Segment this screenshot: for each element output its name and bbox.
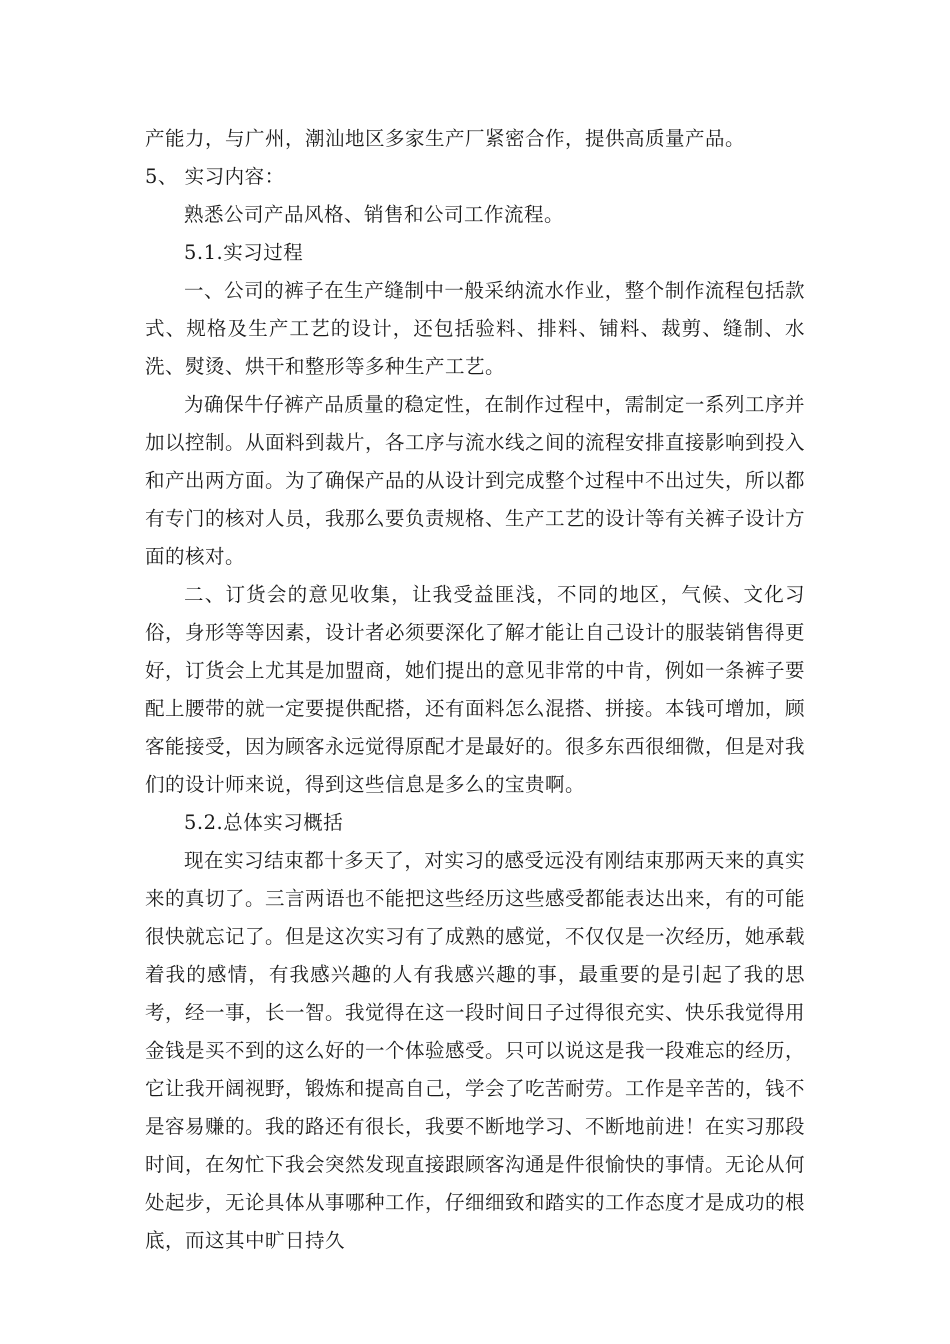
section-5-heading: 5、 实习内容：	[145, 165, 285, 188]
paragraph-summary: 现在实习结束都十多天了，对实习的感受远没有刚结束那两天来的真实来的真切了。三言两语也不能把这些经历这些感受都能表达出来，有的可能很快就忘记了。但是这次实习有了成熟的感觉，不仅仅是一次经历，她承载着我的感情，有我感兴趣的人有我感兴趣的事，最重要的是引起了我的思考，经一事，长一智。我觉得在这一段时间日子过得很充实、快乐我觉得用金钱是买不到的这么好的一个体验感受。只可以说这是我一段难忘的经历，它让我开阔视野，锻炼和提高自己，学会了吃苦耐劳。工作是辛苦的，钱不是容易赚的。我的路还有很长，我要不断地学习、不断地前进！在实习那段时间，在匆忙下我会突然发现直接跟顾客沟通是件很愉快的事情。无论从何处起步，无论具体从事哪种工作，仔细细致和踏实的工作态度才是成功的根底，而这其中旷日持久	[145, 849, 806, 1252]
section-5-1-heading: 5.1.实习过程	[184, 241, 304, 264]
paragraph-order-meeting: 二、订货会的意见收集，让我受益匪浅，不同的地区，气候、文化习俗，身形等等因素，设计者必须要深化了解才能让自己设计的服装销售得更好，订货会上尤其是加盟商，她们提出的意见非常的中肯，例如一条裤子要配上腰带的就一定要提供配搭，还有面料怎么混搭、拼接。本钱可增加，顾客能接受，因为顾客永远觉得原配才是最好的。很多东西很细微，但是对我们的设计师来说，得到这些信息是多么的宝贵啊。	[145, 583, 806, 796]
paragraph-internship-content: 熟悉公司产品风格、销售和公司工作流程。	[184, 203, 565, 226]
paragraph-quality-control: 为确保牛仔裤产品质量的稳定性，在制作过程中，需制定一系列工序并加以控制。从面料到裁片，各工序与流水线之间的流程安排直接影响到投入和产出两方面。为了确保产品的从设计到完成整个过程中不出过失，所以都有专门的核对人员，我那么要负责规格、生产工艺的设计等有关裤子设计方面的核对。	[145, 393, 806, 568]
paragraph-production-process: 一、公司的裤子在生产缝制中一般采纳流水作业，整个制作流程包括款式、规格及生产工艺的设计，还包括验料、排料、铺料、裁剪、缝制、水洗、熨烫、烘干和整形等多种生产工艺。	[145, 279, 805, 378]
section-5-2-heading: 5.2.总体实习概括	[184, 811, 344, 834]
document-body	[145, 120, 805, 1260]
paragraph-company-capacity: 产能力，与广州，潮汕地区多家生产厂紧密合作，提供高质量产品。	[145, 127, 746, 150]
